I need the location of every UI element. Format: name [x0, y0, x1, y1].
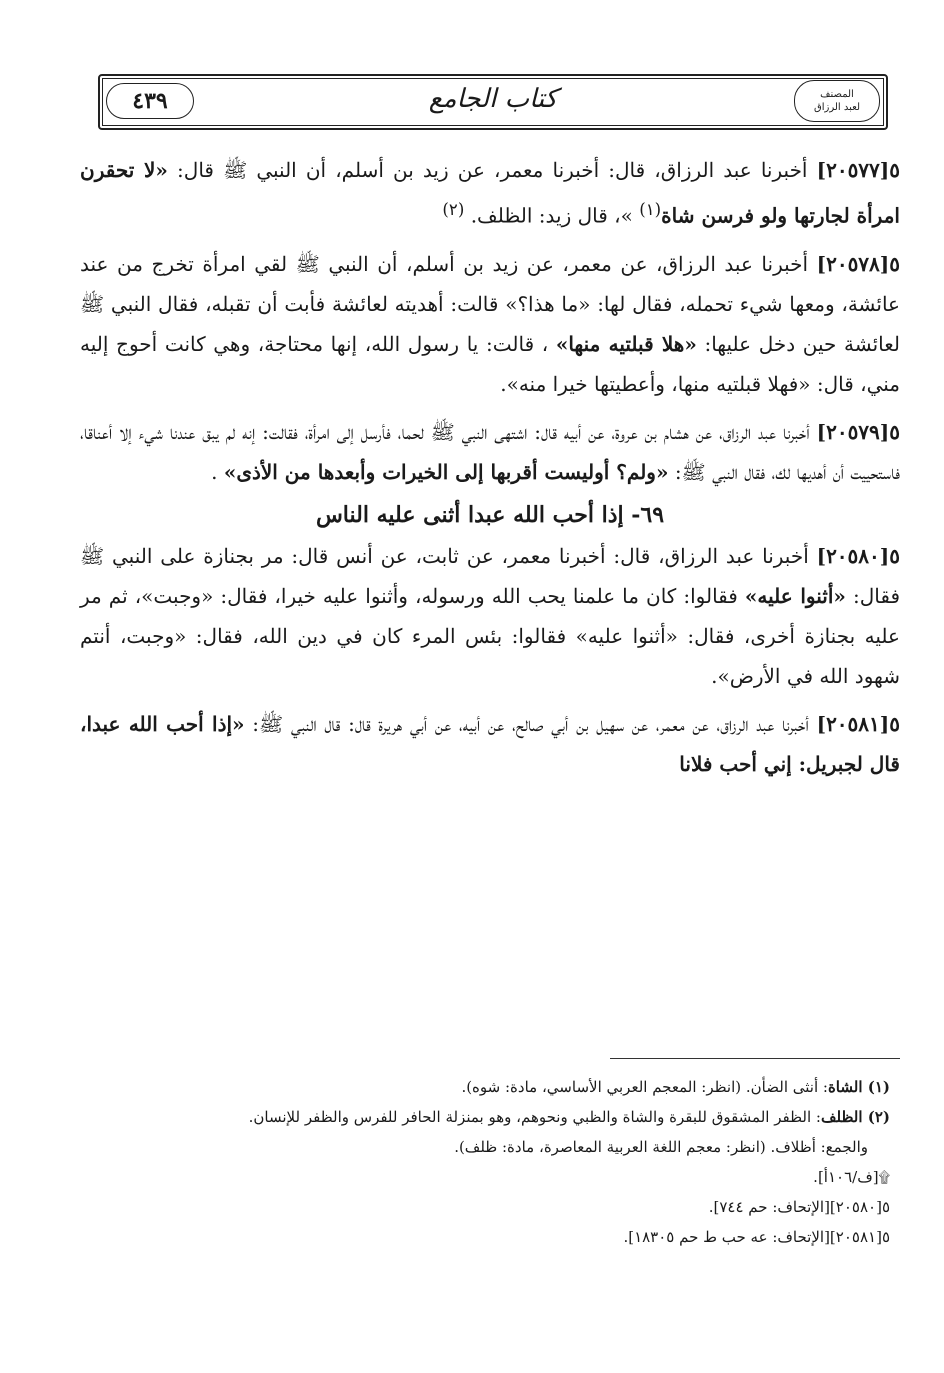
hadith-rest: فقالوا: كان ما علمنا يحب الله ورسوله، وأثنوا عليه خيرا، فقال: «وجبت»، ثم مر عليه بجنازة أخرى، فقال: «أثنوا عليه» فقالوا: بئس المرء كان في دين الله، فقال: «وجبت، أنتم شهود الله في الأرض».: [80, 583, 900, 688]
ithaf-note-20580: ٥[٢٠٥٨٠][الإتحاف: حم ٧٤٤].: [708, 1198, 890, 1216]
footnote-text: : الظفر المشقوق للبقرة والشاة والظبي ونحوهم، وهو بمنزلة الحافر للفرس والظفر للإنسان.: [248, 1108, 821, 1126]
hadith-20577: [80, 150, 900, 236]
hadith-rest: »، قال زيد: الظلف.: [464, 203, 633, 228]
footnote-1: [80, 1072, 890, 1102]
hadith-number: ٥[٢٠٥٧٨]: [816, 251, 901, 276]
ithaf-note-20581: ٥[٢٠٥٨١][الإتحاف: عه حب ط حم ١٨٣٠٥].: [623, 1228, 890, 1246]
hadith-number: ٥[٢٠٥٨٠]: [816, 543, 900, 568]
page-number: ٤٣٩: [106, 83, 194, 119]
hadith-isnad: أخبرنا عبد الرزاق، قال: أخبرنا معمر، عن زيد بن أسلم، أن النبي ﷺ قال:: [177, 158, 808, 182]
hadith-20581: [80, 704, 900, 784]
hadith-quote: «أثنوا عليه»: [744, 583, 846, 608]
publisher-logo: [794, 80, 880, 122]
hadith-20580: [80, 536, 900, 696]
hadith-quote: «ولم؟ أوليست أقربها إلى الخيرات وأبعدها من الأذى»: [223, 459, 669, 484]
footnote-2-cont: والجمع: أظلاف. (انظر: معجم اللغة العربية المعاصرة، مادة: ظلف).: [454, 1138, 868, 1156]
footnote-label: (٢) الظلف: [820, 1108, 890, 1126]
hadith-isnad: أخبرنا عبد الرزاق، عن معمر، عن زيد بن أسلم، أن النبي ﷺ لقي امرأة تخرج من عند عائشة، ومعها شيء تحمله، فقال لها: «ما هذا؟» قالت: أهديته لعائشة فأبت أن تقبله، فقال النبي ﷺ لعائشة حين دخل عليها:: [80, 251, 900, 356]
footnote-label: (١) الشاة: [827, 1078, 890, 1096]
hadith-number: ٥[٢٠٥٧٧]: [816, 158, 901, 182]
logo-line-1: المصنف: [820, 89, 854, 100]
footnote-mark: (٢): [442, 200, 465, 219]
hadith-20579: [80, 412, 900, 492]
hadith-isnad: أخبرنا عبد الرزاق، قال: أخبرنا معمر، عن ثابت، عن أنس قال: مر بجنازة على النبي ﷺ فقال:: [80, 543, 901, 608]
folio-note: ۩[ف/١٠٦أ].: [813, 1168, 890, 1186]
hadith-quote: «إذا أحب الله عبدا، قال لجبريل: إني أحب فلانا: [80, 711, 900, 776]
hadith-isnad: أخبرنا عبد الرزاق، عن هشام بن عروة، عن أبيه قال: اشتهى النبي ﷺ لحما، فأرسل إلى امرأة، فقالت: إنه لم يبق عندنا شيء إلا أعناقا، فاستحييت أن أهديها لك، فقال النبي ﷺ:: [80, 419, 900, 484]
footnote-text: : أنثى الضأن. (انظر: المعجم العربي الأساسي، مادة: شوه).: [461, 1078, 828, 1096]
hadith-20578: [80, 244, 900, 404]
hadith-quote: «لا تحقرن امرأة لجارتها ولو فرسن شاة: [80, 158, 900, 228]
footnote-2: [80, 1102, 890, 1132]
hadith-number: ٥[٢٠٥٧٩]: [816, 419, 901, 444]
book-title: كتاب الجامع: [428, 84, 558, 114]
logo-line-2: لعبد الرزاق: [813, 102, 861, 113]
hadith-number: ٥[٢٠٥٨١]: [816, 711, 900, 736]
chapter-heading: ٦٩- إذا أحب الله عبدا أثنى عليه الناس: [315, 501, 665, 528]
hadith-rest: .: [211, 459, 218, 484]
footnote-separator: [610, 1058, 900, 1059]
page-header: [98, 74, 888, 130]
hadith-quote: «هلا قبلتيه منها»: [555, 331, 697, 356]
hadith-isnad: أخبرنا عبد الرزاق، عن معمر، عن سهيل بن أبي صالح، عن أبيه، عن أبي هريرة قال: قال النبي ﷺ:: [252, 711, 809, 736]
main-text: [80, 150, 900, 792]
footnotes: [80, 1072, 890, 1252]
hadith-rest: ، قالت: يا رسول الله، إنها محتاجة، وهي كانت أحوج إليه مني، قال: «فهلا قبلتيه منها، وأعطيتها خيرا منه».: [80, 331, 900, 396]
footnote-mark: (١): [639, 200, 662, 219]
